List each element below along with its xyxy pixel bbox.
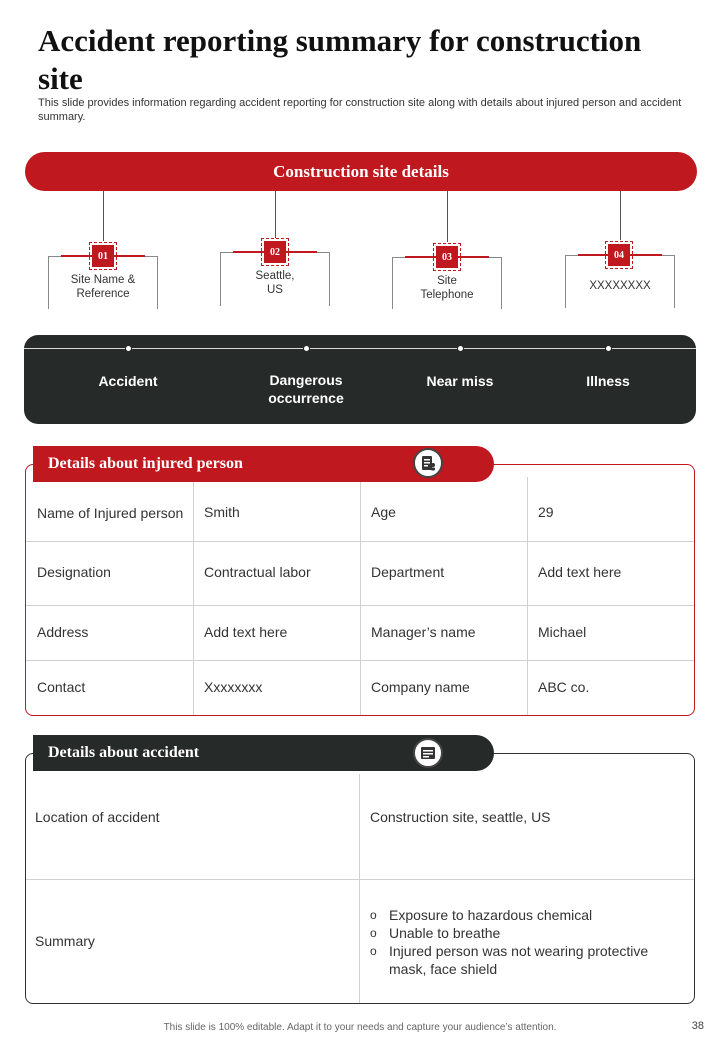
summary-label: Summary <box>35 933 95 949</box>
clipboard-person-icon <box>413 448 443 478</box>
table-cell: Contractual labor <box>204 564 311 580</box>
timeline-dot <box>303 345 310 352</box>
accident-types-band <box>24 335 696 424</box>
table-cell: Name of Injured person <box>37 505 184 521</box>
report-document-icon <box>413 738 443 768</box>
number-badge: 03 <box>436 246 458 268</box>
site-card-label: Seattle, US <box>255 270 295 296</box>
connector-line <box>275 191 276 238</box>
location-value: Construction site, seattle, US <box>370 809 551 825</box>
table-cell: 29 <box>538 504 554 520</box>
table-cell: Smith <box>204 504 240 520</box>
accident-type-label: Near miss <box>426 373 494 389</box>
number-badge: 02 <box>264 241 286 263</box>
site-details-title: Construction site details <box>273 161 449 181</box>
list-item: o Exposure to hazardous chemical <box>370 906 670 924</box>
table-cell: Manager’s name <box>371 624 476 640</box>
accident-details-title: Details about accident <box>48 744 200 761</box>
accident-type-label: Dangerous occurrence <box>268 372 344 406</box>
site-card-label: Site Telephone <box>420 275 474 301</box>
page-subtitle: This slide provides information regarding accident reporting for construction site along with details about injured person and accident summary. <box>38 97 682 123</box>
connector-line <box>103 191 104 241</box>
table-cell: ABC co. <box>538 679 590 695</box>
number-badge: 01 <box>92 245 114 267</box>
summary-list <box>370 906 670 978</box>
injured-person-title: Details about injured person <box>48 455 243 472</box>
table-cell: Age <box>371 504 396 520</box>
table-cell: Address <box>37 624 89 640</box>
table-cell: Xxxxxxxx <box>204 679 263 695</box>
table-cell: Michael <box>538 624 587 640</box>
page-number: 38 <box>691 1020 704 1032</box>
site-card-label: Site Name & Reference <box>70 274 136 300</box>
site-card-label: XXXXXXXX <box>589 280 651 292</box>
table-cell: Designation <box>37 564 111 580</box>
accident-details-table <box>25 753 695 1004</box>
list-item: o Injured person was not wearing protective mask, face shield <box>370 942 670 978</box>
location-label: Location of accident <box>35 809 160 825</box>
timeline-dot <box>457 345 464 352</box>
table-cell: Company name <box>371 679 470 695</box>
accident-type-label: Accident <box>98 373 158 389</box>
timeline-dot <box>125 345 132 352</box>
table-cell: Add text here <box>204 624 288 640</box>
list-item: o Unable to breathe <box>370 924 670 942</box>
number-badge: 04 <box>608 244 630 266</box>
connector-line <box>620 191 621 240</box>
injured-person-table <box>25 464 695 716</box>
accident-type-label: Illness <box>586 373 630 389</box>
table-cell: Add text here <box>538 564 622 580</box>
site-details-banner <box>25 152 697 191</box>
page-title: Accident reporting summary for construction site <box>38 23 642 96</box>
connector-line <box>447 191 448 242</box>
timeline-dot <box>605 345 612 352</box>
footer-note: This slide is 100% editable. Adapt it to your needs and capture your audience’s attention. <box>163 1022 557 1033</box>
table-cell: Department <box>371 564 445 580</box>
table-cell: Contact <box>37 679 86 695</box>
